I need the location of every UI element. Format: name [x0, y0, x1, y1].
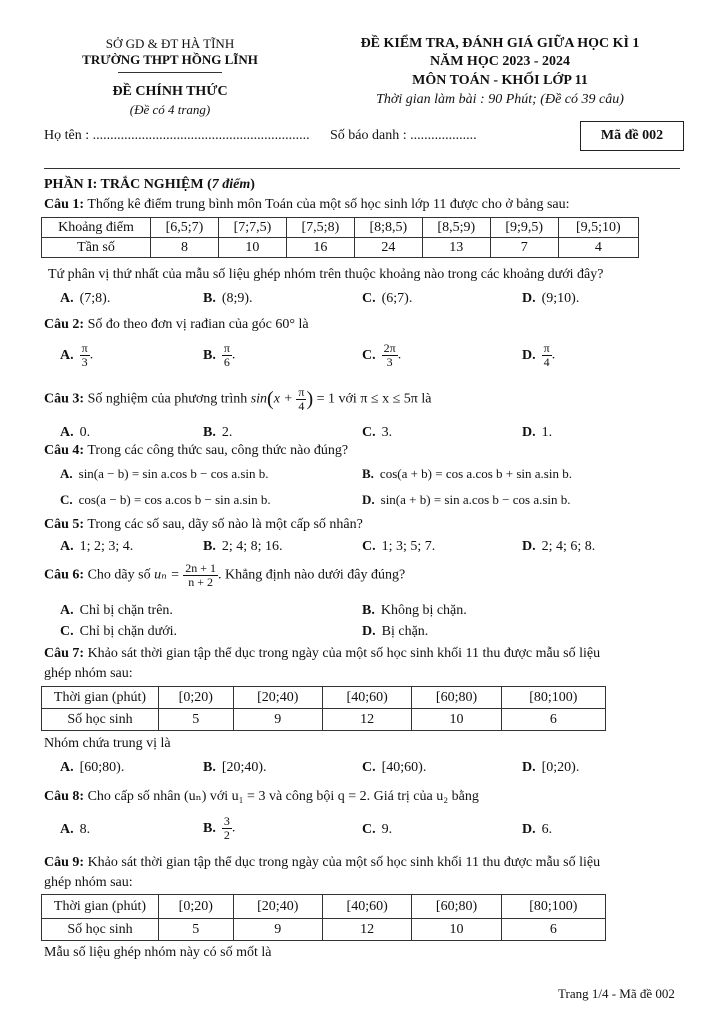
question-9: Câu 9: Khảo sát thời gian tập thể dục trong ngày của một số học sinh khối 11 thu được mẫu số liệu — [44, 855, 601, 870]
q6-option-d[interactable]: D. Bị chặn. — [362, 624, 429, 639]
table-cell: 12 — [322, 709, 411, 731]
table-cell: 13 — [422, 238, 490, 258]
table-cell: [60;80) — [412, 687, 501, 709]
time-info: Thời gian làm bài : 90 Phút; (Đề có 39 câu) — [376, 92, 624, 107]
q6-option-b[interactable]: B. Không bị chặn. — [362, 603, 467, 618]
question-7: Câu 7: Khảo sát thời gian tập thể dục trong ngày của một số học sinh khối 11 thu được mẫu số liệu — [44, 646, 601, 661]
q6-option-c[interactable]: C. Chỉ bị chặn dưới. — [60, 624, 178, 639]
table-cell: 6 — [501, 709, 605, 731]
section-title: PHẦN I: TRẮC NGHIỆM (7 điểm) — [44, 177, 255, 192]
table-cell: 10 — [412, 709, 501, 731]
table-cell: 16 — [286, 238, 354, 258]
q4-option-c[interactable]: C. cos(a − b) = cos a.cos b − sin a.sin b. — [60, 492, 271, 507]
section-divider — [44, 168, 680, 169]
q1-option-c[interactable]: C. (6;7). — [362, 291, 413, 306]
question-6: Câu 6: Cho dãy số uₙ = $\frac{2n + 1}{n + 2}$ . Khẳng định nào dưới đây đúng? — [44, 561, 406, 589]
table-cell: [40;60) — [322, 895, 411, 919]
table-cell: 9 — [233, 709, 322, 731]
score-frequency-table — [41, 217, 639, 258]
table-cell: [20;40) — [233, 687, 322, 709]
q2-option-c[interactable]: C. $\frac{2\pi}{3}$ . — [362, 341, 402, 369]
table-header-cell: Tần số — [42, 238, 151, 258]
table-header-cell: Thời gian (phút) — [42, 895, 159, 919]
q8-option-c[interactable]: C. 9. — [362, 822, 393, 837]
question-7-cont: ghép nhóm sau: — [44, 666, 133, 681]
q4-option-d[interactable]: D. sin(a + b) = sin a.cos b − cos a.sin b. — [362, 492, 571, 507]
q5-option-d[interactable]: D. 2; 4; 6; 8. — [522, 539, 596, 554]
table-cell: 5 — [159, 919, 234, 941]
q3-option-b[interactable]: B. 2. — [203, 425, 233, 440]
exam-code-box: Mã đề 002 — [580, 121, 684, 151]
table-cell: [20;40) — [233, 895, 322, 919]
official-label: ĐỀ CHÍNH THỨC — [112, 84, 228, 99]
table-cell: 5 — [159, 709, 234, 731]
school-department: SỞ GD & ĐT HÀ TĨNH — [105, 36, 235, 51]
q8-option-b[interactable]: B. $\frac{3}{2}$ . — [203, 814, 236, 842]
q7-option-a[interactable]: A. [60;80). — [60, 760, 125, 775]
question-9-cont: ghép nhóm sau: — [44, 875, 133, 890]
table-cell: 4 — [558, 238, 638, 258]
question-7-prompt: Nhóm chứa trung vị là — [44, 736, 171, 751]
table-cell: 10 — [218, 238, 286, 258]
table-cell: [7,5;8) — [286, 218, 354, 238]
q5-option-b[interactable]: B. 2; 4; 8; 16. — [203, 539, 283, 554]
table-cell: 24 — [354, 238, 422, 258]
q2-option-a[interactable]: A. $\frac{\pi}{3}$ . — [60, 341, 94, 369]
question-5: Câu 5: Trong các số sau, dãy số nào là một cấp số nhân? — [44, 517, 363, 532]
question-3: Câu 3: Số nghiệm của phương trình sin(x + $\frac{\pi}{4}$ ) = 1 với π ≤ x ≤ 5π là — [44, 385, 432, 413]
q5-option-a[interactable]: A. 1; 2; 3; 4. — [60, 539, 134, 554]
school-year: NĂM HỌC 2023 - 2024 — [430, 54, 570, 69]
table-cell: [60;80) — [412, 895, 501, 919]
exam-title: ĐỀ KIỂM TRA, ĐÁNH GIÁ GIỮA HỌC KÌ 1 — [360, 36, 640, 51]
table-cell: 7 — [490, 238, 558, 258]
question-9-prompt: Mẫu số liệu ghép nhóm này có số mốt là — [44, 945, 272, 960]
table-cell: [7;7,5) — [218, 218, 286, 238]
table-cell: 6 — [501, 919, 605, 941]
school-name: TRƯỜNG THPT HỒNG LĨNH — [82, 52, 258, 67]
question-8: Câu 8: Cho cấp số nhân (uₙ) với u₁ = 3 và công bội q = 2. Giá trị của u₂ bằng — [44, 789, 479, 804]
subject: MÔN TOÁN - KHỐI LỚP 11 — [412, 73, 588, 88]
table-header-cell: Số học sinh — [42, 919, 159, 941]
table-cell: [9,5;10) — [558, 218, 638, 238]
table-cell: 8 — [151, 238, 219, 258]
table-cell: [0;20) — [159, 895, 234, 919]
table-cell: 9 — [233, 919, 322, 941]
question-4: Câu 4: Trong các công thức sau, công thức nào đúng? — [44, 443, 349, 458]
name-field: Họ tên : .............................................................. — [44, 128, 310, 143]
q3-option-c[interactable]: C. 3. — [362, 425, 393, 440]
q2-option-b[interactable]: B. $\frac{\pi}{6}$ . — [203, 341, 236, 369]
question-1: Câu 1: Thống kê điểm trung bình môn Toán của một số học sinh lớp 11 được cho ở bảng sau: — [44, 197, 570, 212]
table-cell: [0;20) — [159, 687, 234, 709]
table-header-cell: Thời gian (phút) — [42, 687, 159, 709]
q5-option-c[interactable]: C. 1; 3; 5; 7. — [362, 539, 436, 554]
page-footer: Trang 1/4 - Mã đề 002 — [558, 986, 675, 1001]
question-2: Câu 2: Số đo theo đơn vị rađian của góc 60° là — [44, 317, 309, 332]
q2-option-d[interactable]: D. $\frac{\pi}{4}$ . — [522, 341, 556, 369]
q8-option-a[interactable]: A. 8. — [60, 822, 91, 837]
q7-option-d[interactable]: D. [0;20). — [522, 760, 580, 775]
q7-option-b[interactable]: B. [20;40). — [203, 760, 267, 775]
table-cell: [40;60) — [322, 687, 411, 709]
table-cell: 10 — [412, 919, 501, 941]
table-cell: [80;100) — [501, 895, 605, 919]
table-cell: [6,5;7) — [151, 218, 219, 238]
q3-option-d[interactable]: D. 1. — [522, 425, 553, 440]
q1-option-d[interactable]: D. (9;10). — [522, 291, 580, 306]
header-divider — [118, 72, 222, 73]
table-cell: 12 — [322, 919, 411, 941]
exercise-time-table-1 — [41, 686, 606, 731]
q8-option-d[interactable]: D. 6. — [522, 822, 553, 837]
table-cell: [8;8,5) — [354, 218, 422, 238]
q1-option-b[interactable]: B. (8;9). — [203, 291, 253, 306]
question-1-prompt: Tứ phân vị thứ nhất của mẫu số liệu ghép nhóm trên thuộc khoảng nào trong các khoảng dưới đây? — [48, 267, 604, 282]
q7-option-c[interactable]: C. [40;60). — [362, 760, 427, 775]
table-header-cell: Khoảng điểm — [42, 218, 151, 238]
id-field: Số báo danh : ................... — [330, 128, 477, 143]
table-cell: [80;100) — [501, 687, 605, 709]
table-cell: [9;9,5) — [490, 218, 558, 238]
q4-option-a[interactable]: A. sin(a − b) = sin a.cos b − cos a.sin b. — [60, 466, 269, 481]
exercise-time-table-2 — [41, 894, 606, 941]
table-cell: [8,5;9) — [422, 218, 490, 238]
table-header-cell: Số học sinh — [42, 709, 159, 731]
q6-option-a[interactable]: A. Chỉ bị chặn trên. — [60, 603, 173, 618]
q3-option-a[interactable]: A. 0. — [60, 425, 91, 440]
page-count: (Đề có 4 trang) — [129, 102, 211, 117]
q4-option-b[interactable]: B. cos(a + b) = cos a.cos b + sin a.sin b. — [362, 466, 572, 481]
q1-option-a[interactable]: A. (7;8). — [60, 291, 111, 306]
